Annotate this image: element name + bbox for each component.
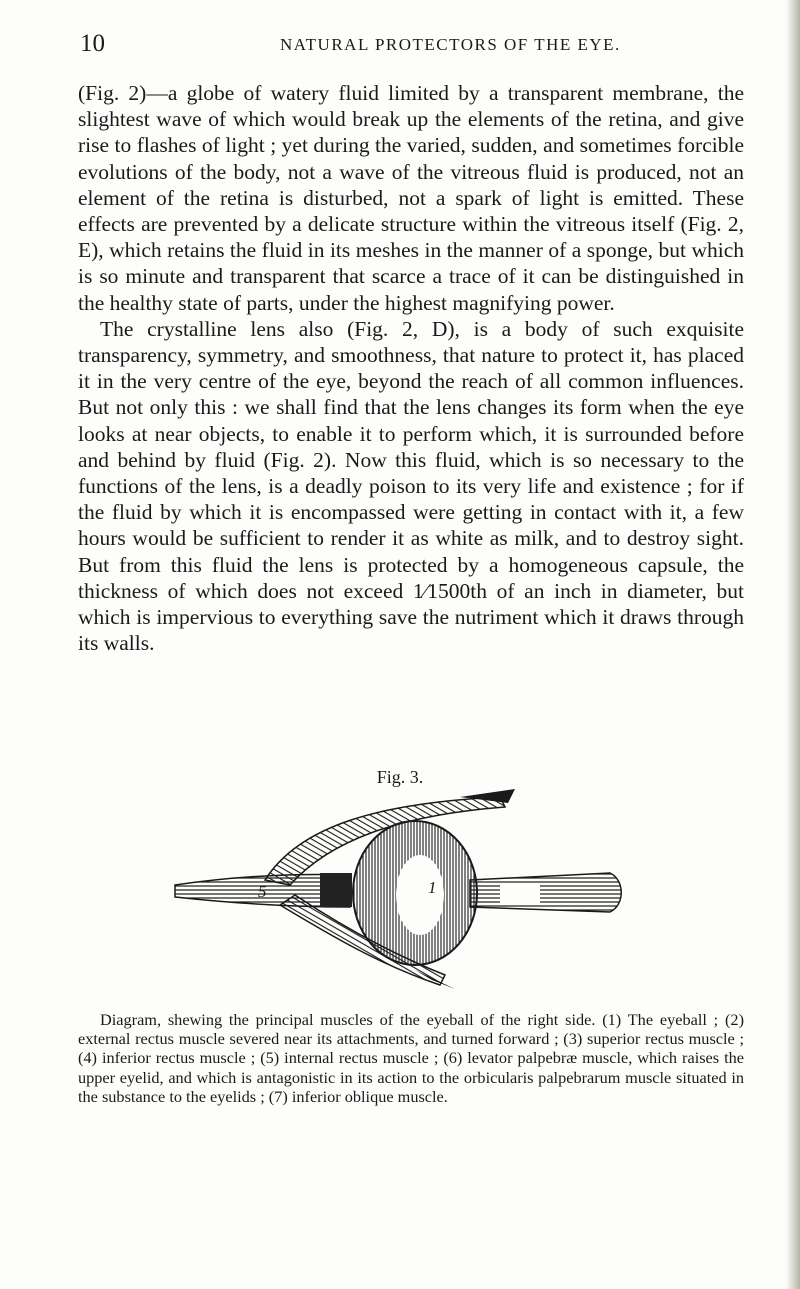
external-rectus-gap [500, 883, 540, 903]
label-1: 1 [428, 878, 437, 897]
eyeball-highlight [396, 855, 444, 935]
paragraph-1: (Fig. 2)—a globe of watery fluid limited by a transparent membrane, the slightest wave of which would break up the elements of the retina, and give rise to flashes of light ; yet during the varied, sudden, and sometimes forcible evolutions of the body, not a wave of the vitreous fluid is produced, not an element of the retina is disturbed, not a spark of light is emitted. These effects are prevented by a delicate structure within the vitreous itself (Fig. 2, E), which retains the fluid in its meshes in the manner of a sponge, but which is so minute and transparent that scarce a trace of it can be distinguished in the healthy state of parts, under the highest magnifying power. [78, 81, 744, 315]
paragraph-2: The crystalline lens also (Fig. 2, D), is a body of such exquisite transparency, symmetry, and smoothness, that nature to protect it, has placed it in the very centre of the eye, beyond the reach of all common influences. But not only this : we shall find that the lens changes its form when the eye looks at near objects, to enable it to perform which, it is surrounded before and behind by fluid (Fig. 2). Now this fluid, which is so necessary to the functions of the lens, is a deadly poison to its very life and existence ; for if the fluid by which it is encompassed were getting in contact with it, a few hours would be sufficient to render it as white as milk, and to destroy sight. But from this fluid the lens is protected by a homogeneous capsule, the thickness of which does not exceed 1⁄1500th of an inch in diameter, but which is impervious to everything save the nutriment which it draws through its walls. [78, 316, 744, 656]
label-5: 5 [258, 882, 267, 901]
eye-muscles-diagram [170, 785, 630, 990]
figure-caption: Diagram, shewing the principal muscles of the eyeball of the right side. (1) The eyeball ; (2) external rectus muscle severed near its attachments, and turned forward ; (3) superior rectus muscle ; (4) inferior rectus muscle ; (5) internal rectus muscle ; (6) levator palpebræ muscle, which raises the upper eyelid, and which is antagonistic in its action to the orbicularis palpebrarum muscle situated in the substance to the eyelids ; (7) inferior oblique muscle. [78, 1010, 744, 1106]
body-text [78, 80, 744, 656]
running-title: NATURAL PROTECTORS OF THE EYE. [280, 35, 621, 54]
page-edge-shadow [786, 0, 800, 1289]
diagram-illustration [170, 785, 630, 990]
internal-rectus-dark [320, 873, 352, 907]
figure-label: Fig. 3. [376, 767, 424, 787]
running-head [80, 30, 740, 60]
page-number: 10 [80, 30, 105, 57]
external-rectus-band [470, 873, 621, 912]
